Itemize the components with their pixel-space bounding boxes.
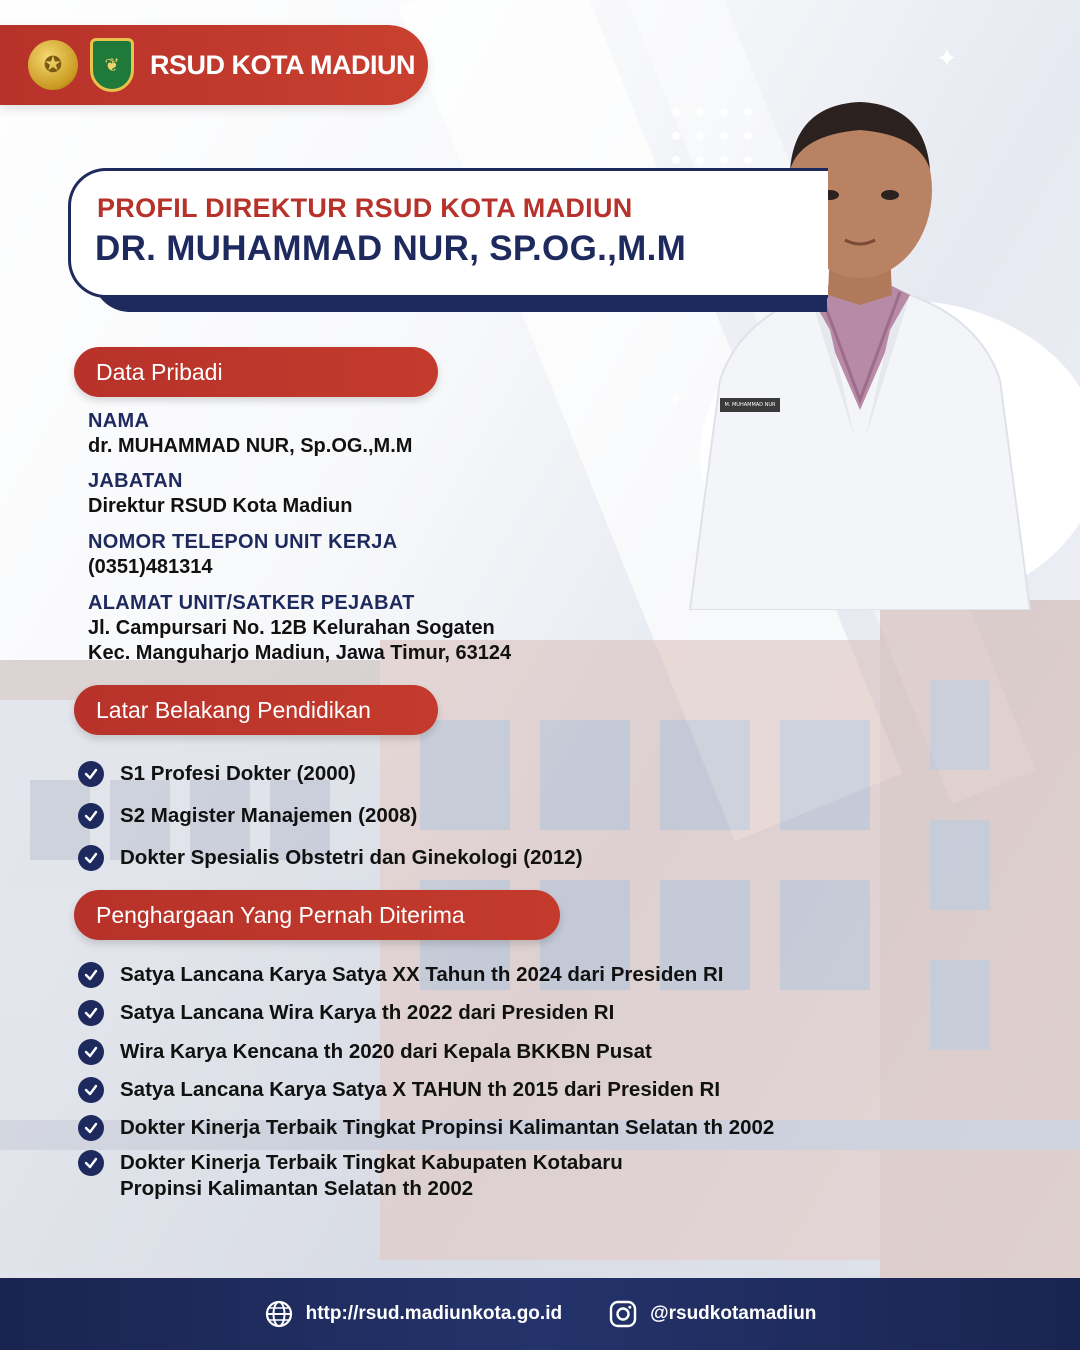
award-item: Satya Lancana Wira Karya th 2022 dari Presiden RI (120, 1001, 615, 1024)
list-item (78, 1115, 774, 1141)
check-icon (78, 1115, 104, 1141)
director-portrait (680, 80, 1040, 610)
instagram-icon (608, 1299, 638, 1329)
check-icon (78, 761, 104, 787)
check-icon (78, 1039, 104, 1065)
award-item: Satya Lancana Karya Satya XX Tahun th 2024 dari Presiden RI (120, 963, 724, 986)
sparkle-icon: ✦ (666, 388, 685, 413)
director-photo-illustration (680, 80, 1040, 610)
website-link[interactable]: http://rsud.madiunkota.go.id (305, 1303, 563, 1324)
list-item (78, 1077, 720, 1103)
field-label-phone: NOMOR TELEPON UNIT KERJA (88, 531, 398, 553)
gold-seal-icon: ✪ (28, 40, 78, 90)
list-item (78, 1150, 623, 1202)
portrait-name-tag: M. MUHAMMAD NUR (724, 402, 776, 408)
award-item: Satya Lancana Karya Satya X TAHUN th 2015 dari Presiden RI (120, 1078, 721, 1101)
award-item: Dokter Kinerja Terbaik Tingkat Kabupaten Kotabaru Propinsi Kalimantan Selatan th 2002 (120, 1151, 623, 1200)
field-label-name: NAMA (88, 410, 150, 432)
hospital-name: RSUD KOTA MADIUN (150, 49, 415, 80)
award-item: Dokter Kinerja Terbaik Tingkat Propinsi Kalimantan Selatan th 2002 (120, 1116, 775, 1139)
education-item: Dokter Spesialis Obstetri dan Ginekologi (2012) (120, 846, 583, 869)
section-heading-personal: Data Pribadi (74, 347, 438, 397)
check-icon (78, 1000, 104, 1026)
list-item (78, 845, 583, 871)
city-emblem-icon: ❦ (90, 38, 134, 92)
globe-icon (264, 1299, 294, 1329)
footer-website[interactable] (264, 1299, 562, 1329)
field-value-address-line1: Jl. Campursari No. 12B Kelurahan Sogaten (88, 617, 495, 639)
section-heading-education: Latar Belakang Pendidikan (74, 685, 438, 735)
check-icon (78, 962, 104, 988)
header-badge (0, 25, 428, 105)
field-label-position: JABATAN (88, 470, 183, 492)
footer (0, 1278, 1080, 1350)
footer-instagram[interactable] (608, 1299, 816, 1329)
section-heading-awards: Penghargaan Yang Pernah Diterima (74, 890, 560, 940)
page-title: DR. MUHAMMAD NUR, SP.OG.,M.M (95, 229, 687, 268)
list-item (78, 761, 356, 787)
check-icon (78, 845, 104, 871)
field-value-name: dr. MUHAMMAD NUR, Sp.OG.,M.M (88, 435, 413, 457)
sparkle-icon: ✦ (936, 44, 958, 74)
list-item (78, 1000, 614, 1026)
education-item: S1 Profesi Dokter (2000) (120, 762, 356, 785)
page-subtitle: PROFIL DIREKTUR RSUD KOTA MADIUN (97, 193, 633, 223)
list-item (78, 1039, 652, 1065)
education-item: S2 Magister Manajemen (2008) (120, 804, 418, 827)
title-card (68, 168, 828, 298)
field-value-position: Direktur RSUD Kota Madiun (88, 495, 353, 517)
check-icon (78, 1150, 104, 1176)
award-item: Wira Karya Kencana th 2020 dari Kepala BKKBN Pusat (120, 1040, 652, 1063)
field-value-address-line2: Kec. Manguharjo Madiun, Jawa Timur, 63124 (88, 642, 512, 664)
check-icon (78, 1077, 104, 1103)
field-label-address: ALAMAT UNIT/SATKER PEJABAT (88, 592, 415, 614)
list-item (78, 803, 417, 829)
field-value-phone: (0351)481314 (88, 556, 213, 578)
instagram-handle[interactable]: @rsudkotamadiun (650, 1303, 817, 1324)
check-icon (78, 803, 104, 829)
list-item (78, 962, 723, 988)
